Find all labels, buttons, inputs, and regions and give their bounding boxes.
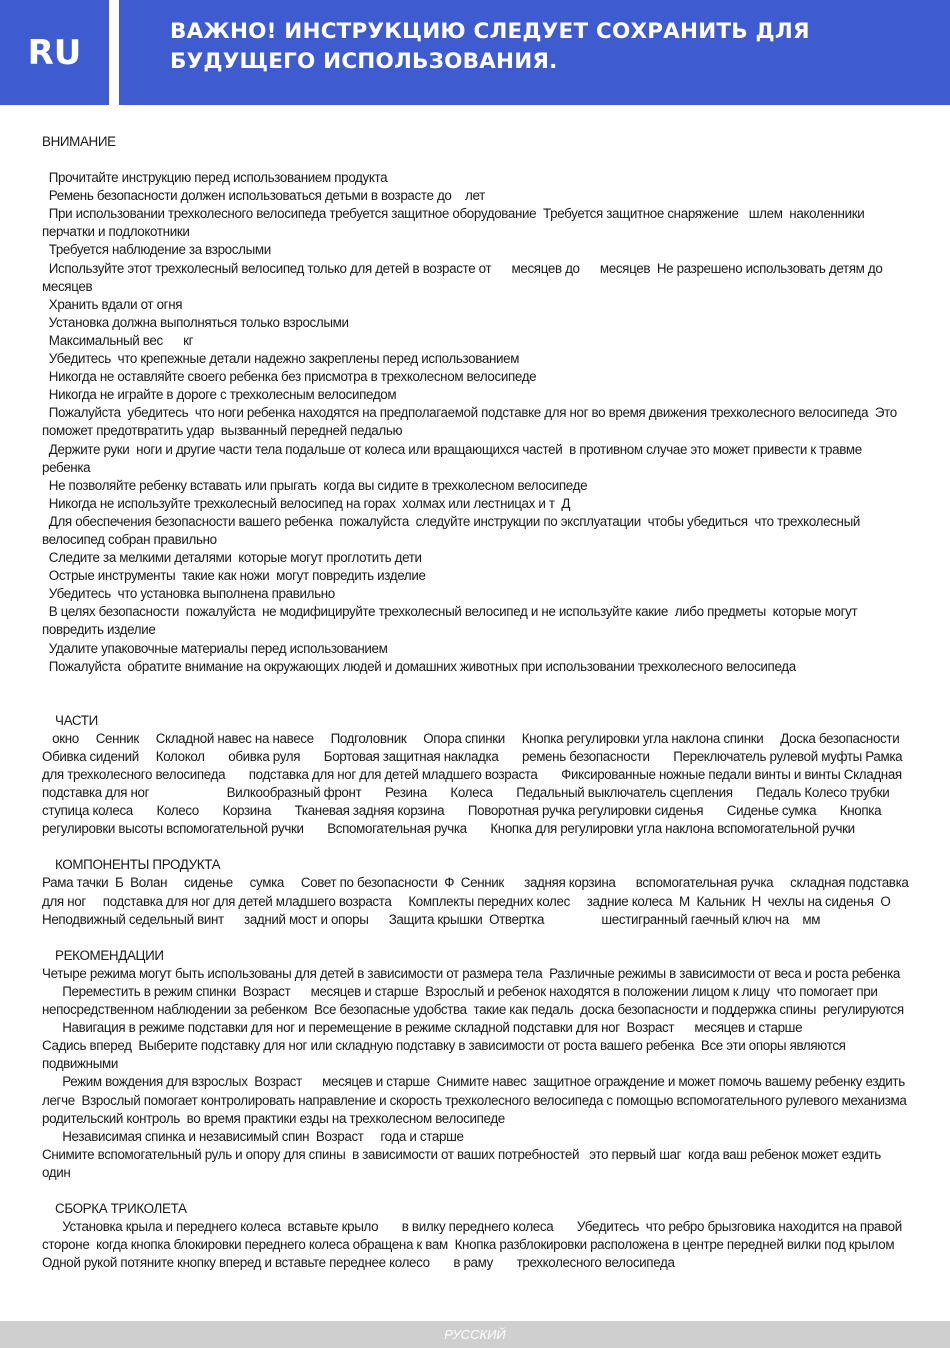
footer-language-bar [0, 1321, 950, 1348]
assembly-title: СБОРКА ТРИКОЛЕТА [55, 1200, 187, 1216]
warning-item: Пожалуйста обратите внимание на окружающих людей и домашних животных при использовании трехколесного велосипеда [42, 658, 796, 674]
recommendation-item: Навигация в режиме подставки для ног и перемещение в режиме складной подставки для ног Возраст месяцев и старше [42, 1020, 803, 1036]
page-title: ВАЖНО! ИНСТРУКЦИЮ СЛЕДУЕТ СОХРАНИТЬ ДЛЯ БУДУЩЕГО ИСПОЛЬЗОВАНИЯ. [170, 19, 810, 74]
recommendation-item: Режим вождения для взрослых Возраст месяцев и старше Снимите навес защитное ограждение и может помочь вашему ребенку ездить легче Взрослый помогает контролировать направление и скорость трехколесного велосипеда с помощью вспомогательного рулевого механизма родительский контроль во время практики езды на трехколесном велосипеде [42, 1074, 920, 1126]
recommendation-item: Садись вперед Выберите подставку для ног или складную подставку в зависимости от роста вашего ребенка Все эти опоры являются подвижными [42, 1038, 849, 1072]
language-code: RU [27, 32, 82, 73]
components-title: КОМПОНЕНТЫ ПРОДУКТА [55, 857, 221, 873]
parts-title: ЧАСТИ [55, 712, 98, 728]
warning-item: Установка должна выполняться только взрослыми [42, 314, 349, 330]
footer-language: РУССКИЙ [444, 1327, 506, 1342]
warning-item: Используйте этот трехколесный велосипед только для детей в возрасте от месяцев до месяцев Не разрешено использовать детям до месяцев [42, 260, 903, 294]
parts-text: окно Сенник Складной навес на навесе Подголовник Опора спинки Кнопка регулировки угла наклона спинки Доска безопасности Обивка сидений Колокол обивка руля Бортовая защитная накладка ремень безопасности Переключатель рулевой муфты Рамка для трехколесного велосипеда подставка для ног для детей младшего возраста Фиксированные ножные педали винты и винты Складная подставка для ног Вилкообразный фронт Резина Колеса Педальный выключатель сцепления Педаль Колесо трубки ступица колеса Колесо Корзина Тканевая задняя корзина Поворотная ручка регулировки сиденья Сиденье сумка Кнопка регулировки высоты вспомогательной ручки Вспомогательная ручка Кнопка для регулировки угла наклона вспомогательной ручки [42, 730, 913, 837]
warning-item: Прочитайте инструкцию перед использованием продукта [42, 170, 388, 186]
language-code-badge [0, 0, 109, 105]
header-banner [119, 0, 950, 105]
assembly-text: Установка крыла и переднего колеса вставьте крыло в вилку переднего колеса Убедитесь что ребро брызговика находится на правой стороне когда кнопка блокировки переднего колеса обращена к вам Кнопка разблокировки расположена в центре передней вилки под крылом Одной рукой потяните кнопку вперед и вставьте переднее колесо в раму трехколесного велосипеда [42, 1219, 906, 1271]
warning-item: В целях безопасности пожалуйста не модифицируйте трехколесный велосипед и не используйте какие либо предметы которые могут повредить изделие [42, 604, 861, 638]
warning-item: Для обеспечения безопасности вашего ребенка пожалуйста следуйте инструкции по эксплуатации чтобы убедиться что трехколесный велосипед собран правильно [42, 513, 864, 547]
warning-item: Держите руки ноги и другие части тела подальше от колеса или вращающихся частей в противном случае это может привести к травме ребенка [42, 441, 866, 475]
warning-item: Никогда не используйте трехколесный велосипед на горах холмах или лестницах и т Д [42, 495, 571, 511]
recommendation-item: Снимите вспомогательный руль и опору для спины в зависимости от ваших потребностей это первый шаг когда ваш ребенок может ездить один [42, 1146, 885, 1180]
warning-item: Удалите упаковочные материалы перед использованием [42, 640, 388, 656]
warning-item: Ремень безопасности должен использоваться детьми в возрасте до лет [42, 188, 485, 204]
warning-item: Не позволяйте ребенку вставать или прыгать когда вы сидите в трехколесном велосипеде [42, 477, 588, 493]
warning-item: Хранить вдали от огня [42, 296, 183, 312]
warning-item: При использовании трехколесного велосипеда требуется защитное оборудование Требуется защитное снаряжение шлем наколенники перчатки и подлокотники [42, 206, 872, 240]
warning-item: Пожалуйста убедитесь что ноги ребенка находятся на предполагаемой подставке для ног во время движения трехколесного велосипеда Это поможет предотвратить удар вызванный передней педалью [42, 405, 901, 439]
recommendation-item: Переместить в режим спинки Возраст месяцев и старше Взрослый и ребенок находятся в положении лицом к лицу что помогает при непосредственном наблюдении за ребенком Все безопасные удобства такие как педаль доска безопасности и поддержка спины регулируются [42, 983, 904, 1018]
recommendations-title: РЕКОМЕНДАЦИИ [55, 947, 164, 963]
document-body [42, 133, 920, 1272]
recommendations-list [42, 965, 920, 1182]
warning-item: Острые инструменты такие как ножи могут повредить изделие [42, 568, 426, 584]
warning-item: Следите за мелкими деталями которые могут проглотить дети [42, 550, 422, 566]
warning-item: Никогда не играйте в дороге с трехколесным велосипедом [42, 387, 397, 403]
warning-item: Никогда не оставляйте своего ребенка без присмотра в трехколесном велосипеде [42, 369, 537, 385]
warning-item: Убедитесь что установка выполнена правильно [42, 586, 335, 602]
recommendation-item: Независимая спинка и независимый спин Возраст года и старше [42, 1128, 464, 1144]
warning-item: Максимальный вес кг [42, 332, 194, 348]
components-text: Рама тачки Б Волан сиденье сумка Совет по безопасности Ф Сенник задняя корзина вспомогательная ручка складная подставка для ног подставка для ног для детей младшего возраста Комплекты передних колес задние колеса М Кальник Н чехлы на сиденья О Неподвижный седельный винт задний мост и опоры Защита крышки Отвертка шестигранный гаечный ключ на мм [42, 875, 912, 927]
recommendation-item: Четыре режима могут быть использованы для детей в зависимости от размера тела Различные режимы в зависимости от веса и роста ребенка [42, 965, 900, 981]
warning-list [42, 169, 912, 676]
warning-title: ВНИМАНИЕ [42, 134, 116, 149]
warning-item: Убедитесь что крепежные детали надежно закреплены перед использованием [42, 351, 520, 367]
warning-item: Требуется наблюдение за взрослыми [42, 242, 271, 258]
